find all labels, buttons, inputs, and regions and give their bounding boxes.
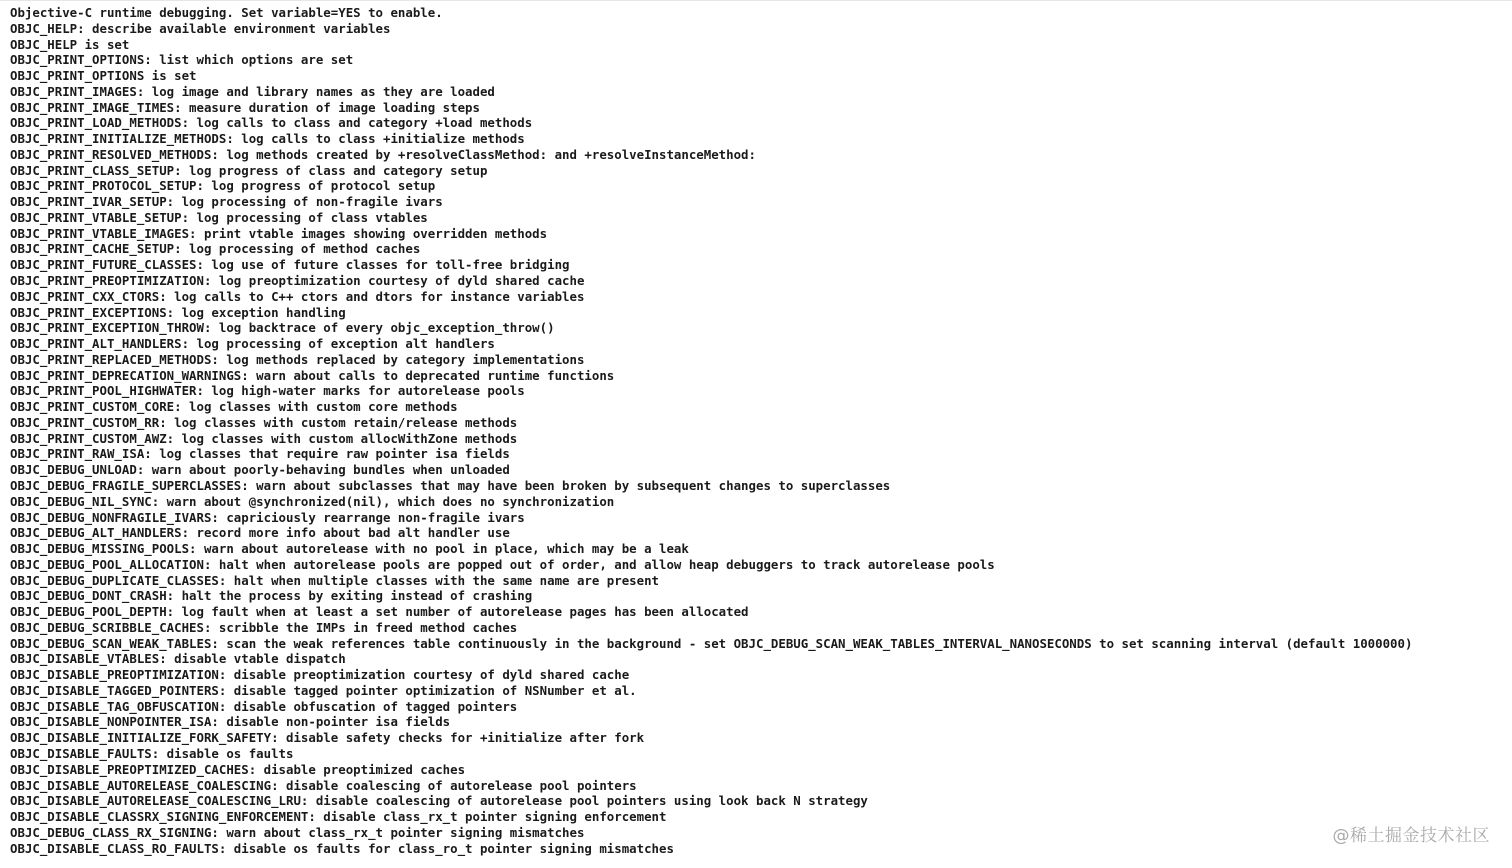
console-line: OBJC_DEBUG_DONT_CRASH: halt the process by exiting instead of crashing (10, 588, 533, 604)
console-line: OBJC_PRINT_ALT_HANDLERS: log processing of exception alt handlers (10, 336, 495, 352)
console-line: OBJC_DEBUG_FRAGILE_SUPERCLASSES: warn about subclasses that may have been broken by subsequent changes to superclasses (10, 477, 891, 493)
console-line: OBJC_PRINT_CUSTOM_RR: log classes with custom retain/release methods (10, 414, 518, 430)
console-line: OBJC_HELP: describe available environment variables (10, 20, 391, 36)
console-line: OBJC_DISABLE_AUTORELEASE_COALESCING_LRU: disable coalescing of autorelease pool pointers using look back N strategy (10, 793, 868, 809)
console-line: OBJC_DEBUG_POOL_ALLOCATION: halt when autorelease pools are popped out of order, and allow heap debuggers to track autorelease pools (10, 556, 995, 572)
console-line: OBJC_PRINT_INITIALIZE_METHODS: log calls to class +initialize methods (10, 131, 525, 147)
watermark: @稀土掘金技术社区 (1332, 826, 1490, 846)
console-line: OBJC_DISABLE_PREOPTIMIZED_CACHES: disable preoptimized caches (10, 761, 466, 777)
console-line: OBJC_DEBUG_DUPLICATE_CLASSES: halt when multiple classes with the same name are present (10, 572, 660, 588)
console-line: OBJC_DEBUG_CLASS_RX_SIGNING: warn about class_rx_t pointer signing mismatches (10, 824, 585, 840)
console-line: Objective-C runtime debugging. Set variable=YES to enable. (10, 5, 443, 20)
console-line: OBJC_PRINT_RESOLVED_METHODS: log methods created by +resolveClassMethod: and +resolveInstanceMethod: (10, 146, 756, 162)
console-line: OBJC_DEBUG_SCAN_WEAK_TABLES: scan the weak references table continuously in the background - set OBJC_DEBUG_SCAN_WEAK_TABLES_INTERVAL_NANOSECONDS to set scanning interval (default 1000000) (10, 635, 1413, 651)
console-line: OBJC_PRINT_CUSTOM_AWZ: log classes with custom allocWithZone methods (10, 430, 518, 446)
console-line: OBJC_HELP is set (10, 36, 130, 52)
console-line: OBJC_PRINT_EXCEPTION_THROW: log backtrace of every objc_exception_throw() (10, 320, 555, 336)
console-line: OBJC_DISABLE_CLASSRX_SIGNING_ENFORCEMENT: disable class_rx_t pointer signing enforcement (10, 809, 667, 825)
console-line: OBJC_PRINT_REPLACED_METHODS: log methods replaced by category implementations (10, 351, 585, 367)
console-line: OBJC_PRINT_CLASS_SETUP: log progress of class and category setup (10, 162, 488, 178)
console-line: OBJC_DISABLE_INITIALIZE_FORK_SAFETY: disable safety checks for +initialize after fork (10, 730, 645, 746)
console-line: OBJC_DEBUG_UNLOAD: warn about poorly-behaving bundles when unloaded (10, 462, 510, 478)
console-line: OBJC_DEBUG_MISSING_POOLS: warn about autorelease with no pool in place, which may be a leak (10, 541, 689, 557)
console-line: OBJC_DISABLE_AUTORELEASE_COALESCING: disable coalescing of autorelease pool pointers (10, 777, 637, 793)
console-line: OBJC_DEBUG_SCRIBBLE_CACHES: scribble the IMPs in freed method caches (10, 619, 518, 635)
console-line: OBJC_PRINT_PROTOCOL_SETUP: log progress of protocol setup (10, 178, 436, 194)
console-line: OBJC_DISABLE_FAULTS: disable os faults (10, 745, 294, 761)
console-line: OBJC_DEBUG_NONFRAGILE_IVARS: capriciously rearrange non-fragile ivars (10, 509, 525, 525)
console-line: OBJC_PRINT_VTABLE_IMAGES: print vtable images showing overridden methods (10, 225, 548, 241)
console-line: OBJC_DISABLE_TAGGED_POINTERS: disable tagged pointer optimization of NSNumber et al. (10, 682, 637, 698)
console-line: OBJC_PRINT_PREOPTIMIZATION: log preoptimization courtesy of dyld shared cache (10, 273, 585, 289)
console-line: OBJC_PRINT_RAW_ISA: log classes that require raw pointer isa fields (10, 446, 510, 462)
console-line: OBJC_DISABLE_CLASS_RO_FAULTS: disable os faults for class_ro_t pointer signing mismatches (10, 840, 674, 856)
console-line: OBJC_PRINT_CXX_CTORS: log calls to C++ ctors and dtors for instance variables (10, 288, 585, 304)
console-line: OBJC_PRINT_VTABLE_SETUP: log processing of class vtables (10, 209, 428, 225)
console-lines (10, 5, 1510, 856)
console-line: OBJC_DEBUG_ALT_HANDLERS: record more info about bad alt handler use (10, 525, 510, 541)
console-line: OBJC_PRINT_IMAGE_TIMES: measure duration of image loading steps (10, 99, 480, 115)
console-line: OBJC_PRINT_IVAR_SETUP: log processing of non-fragile ivars (10, 194, 443, 210)
console-line: OBJC_PRINT_CUSTOM_CORE: log classes with custom core methods (10, 399, 458, 415)
console-line: OBJC_PRINT_LOAD_METHODS: log calls to class and category +load methods (10, 115, 533, 131)
console-line: OBJC_PRINT_OPTIONS is set (10, 68, 197, 84)
console-line: OBJC_DISABLE_TAG_OBFUSCATION: disable obfuscation of tagged pointers (10, 698, 518, 714)
console-line: OBJC_PRINT_IMAGES: log image and library names as they are loaded (10, 83, 495, 99)
console-line: OBJC_DEBUG_NIL_SYNC: warn about @synchronized(nil), which does no synchronization (10, 493, 615, 509)
console-line: OBJC_PRINT_CACHE_SETUP: log processing of method caches (10, 241, 421, 257)
console-line: OBJC_DEBUG_POOL_DEPTH: log fault when at least a set number of autorelease pages has been allocated (10, 604, 749, 620)
console-line: OBJC_PRINT_DEPRECATION_WARNINGS: warn about calls to deprecated runtime functions (10, 367, 615, 383)
console-line: OBJC_DISABLE_PREOPTIMIZATION: disable preoptimization courtesy of dyld shared cache (10, 667, 630, 683)
console-line: OBJC_DISABLE_VTABLES: disable vtable dispatch (10, 651, 346, 667)
console-line: OBJC_PRINT_FUTURE_CLASSES: log use of future classes for toll-free bridging (10, 257, 570, 273)
console-line: OBJC_PRINT_EXCEPTIONS: log exception handling (10, 304, 346, 320)
console-line: OBJC_PRINT_POOL_HIGHWATER: log high-water marks for autorelease pools (10, 383, 525, 399)
console-line: OBJC_PRINT_OPTIONS: list which options are set (10, 52, 354, 68)
console-line: OBJC_DISABLE_NONPOINTER_ISA: disable non-pointer isa fields (10, 714, 451, 730)
